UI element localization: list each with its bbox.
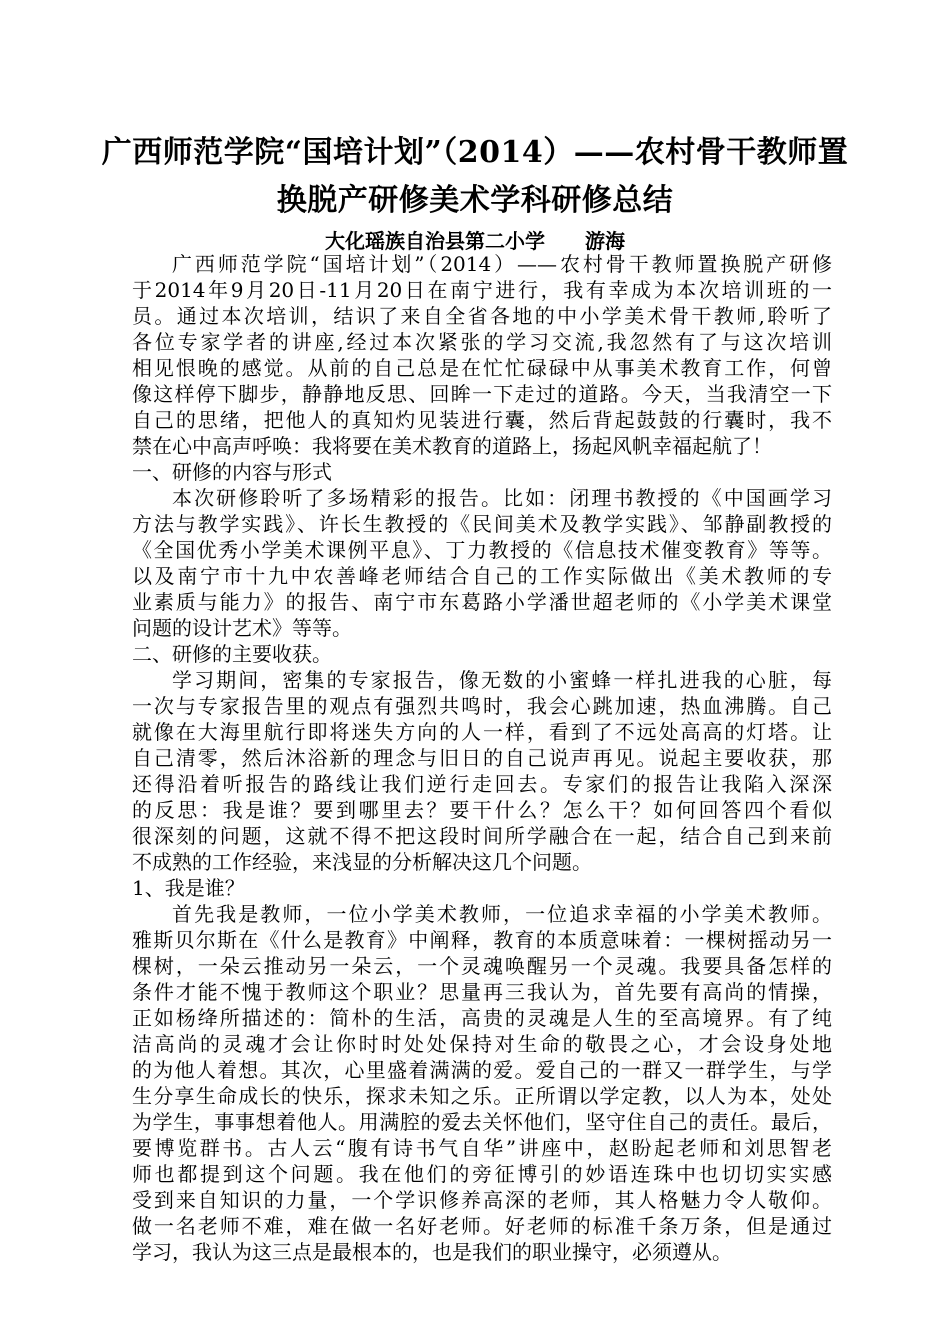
body-text: [132, 251, 832, 1265]
text-line: 不成熟的工作经验，来浅显的分析解决这几个问题。: [132, 850, 592, 874]
text-line: 棵树，一朵云推动另一朵云，一个灵魂唤醒另一个灵魂。我要具备怎样的: [132, 954, 832, 978]
text-line: 禁在心中高声呼唤：我将要在美术教育的道路上，扬起风帆幸福起航了！: [132, 434, 772, 458]
text-line: 像这样停下脚步，静静地反思、回眸一下走过的道路。今天，当我清空一下: [132, 382, 832, 406]
text-line: 方法与教学实践》、许长生教授的《民间美术及教学实践》、邹静副教授的: [132, 512, 832, 536]
text-line: 为学生，事事想着他人。用满腔的爱去关怀他们，坚守住自己的责任。最后，: [132, 1110, 832, 1134]
text-line: 1、我是谁？: [132, 876, 245, 900]
text-line: 员。通过本次培训，结识了来自全省各地的中小学美术骨干教师,聆听了: [132, 304, 832, 328]
text-line: 问题的设计艺术》等等。: [132, 616, 352, 640]
text-line: 生分享生命成长的快乐，探求未知之乐。正所谓以学定教，以人为本，处处: [132, 1084, 832, 1108]
text-line: 很深刻的问题，这就不得不把这段时间所学融合在一起，结合自己到来前: [132, 824, 832, 848]
text-line: 广西师范学院“国培计划”（2014）——农村骨干教师置换脱产研修: [172, 252, 832, 276]
text-line: 《全国优秀小学美术课例平息》、丁力教授的《信息技术催变教育》等等。: [132, 538, 832, 562]
document-title-line-1: 广西师范学院“国培计划”（2014）——农村骨干教师置: [101, 135, 849, 170]
author-school: 大化瑶族自治县第二小学: [325, 229, 545, 253]
text-line: 一、研修的内容与形式: [132, 460, 332, 484]
text-line: 业素质与能力》的报告、南宁市东葛路小学潘世超老师的《小学美术课堂: [132, 590, 832, 614]
text-line: 要博览群书。古人云“腹有诗书气自华”讲座中，赵盼起老师和刘思智老: [132, 1136, 832, 1160]
text-line: 还得沿着听报告的路线让我们逆行走回去。专家们的报告让我陷入深深: [132, 772, 832, 796]
text-line: 以及南宁市十九中农善峰老师结合自己的工作实际做出《美术教师的专: [132, 564, 832, 588]
text-line: 于2014年9月20日-11月20日在南宁进行，我有幸成为本次培训班的一: [132, 278, 832, 302]
text-line: 就像在大海里航行即将迷失方向的人一样，看到了不远处高高的灯塔。让: [132, 720, 832, 744]
text-line: 的反思：我是谁？要到哪里去？要干什么？怎么干？如何回答四个看似: [132, 798, 832, 822]
text-line: 雅斯贝尔斯在《什么是教育》中阐释，教育的本质意味着：一棵树摇动另一: [132, 928, 832, 952]
text-line: 做一名老师不难，难在做一名好老师。好老师的标准千条万条，但是通过: [132, 1214, 832, 1238]
text-line: 首先我是教师，一位小学美术教师，一位追求幸福的小学美术教师。: [172, 902, 832, 926]
text-line: 自己的思绪，把他人的真知灼见装进行囊，然后背起鼓鼓的行囊时，我不: [132, 408, 832, 432]
text-line: 本次研修聆听了多场精彩的报告。比如：闭理书教授的《中国画学习: [172, 486, 832, 510]
text-line: 的为他人着想。其次，心里盛着满满的爱。爱自己的一群又一群学生，与学: [132, 1058, 832, 1082]
text-line: 一次与专家报告里的观点有强烈共鸣时，我会心跳加速，热血沸腾。自己: [132, 694, 832, 718]
text-line: 洁高尚的灵魂才会让你时时处处保持对生命的敬畏之心，才会设身处地: [132, 1032, 832, 1056]
document-title-line-2: 换脱产研修美术学科研修总结: [276, 183, 674, 218]
text-line: 学习期间，密集的专家报告，像无数的小蜜蜂一样扎进我的心脏，每: [172, 668, 832, 692]
text-line: 学习，我认为这三点是最根本的，也是我们的职业操守，必须遵从。: [132, 1240, 732, 1264]
text-line: 正如杨绛所描述的：简朴的生活，高贵的灵魂是人生的至高境界。有了纯: [132, 1006, 832, 1030]
text-line: 二、研修的主要收获。: [132, 642, 332, 666]
author-name: 游海: [585, 229, 625, 253]
text-line: 相见恨晚的感觉。从前的自己总是在忙忙碌碌中从事美术教育工作，何曾: [132, 356, 832, 380]
text-line: 受到来自知识的力量，一个学识修养高深的老师，其人格魅力令人敬仰。: [132, 1188, 832, 1212]
text-line: 师也都提到这个问题。我在他们的旁征博引的妙语连珠中也切切实实感: [132, 1162, 832, 1186]
text-line: 条件才能不愧于教师这个职业？思量再三我认为，首先要有高尚的情操，: [132, 980, 832, 1004]
text-line: 各位专家学者的讲座,经过本次紧张的学习交流,我忽然有了与这次培训: [132, 330, 832, 354]
text-line: 自己清零，然后沐浴新的理念与旧日的自己说声再见。说起主要收获，那: [132, 746, 832, 770]
